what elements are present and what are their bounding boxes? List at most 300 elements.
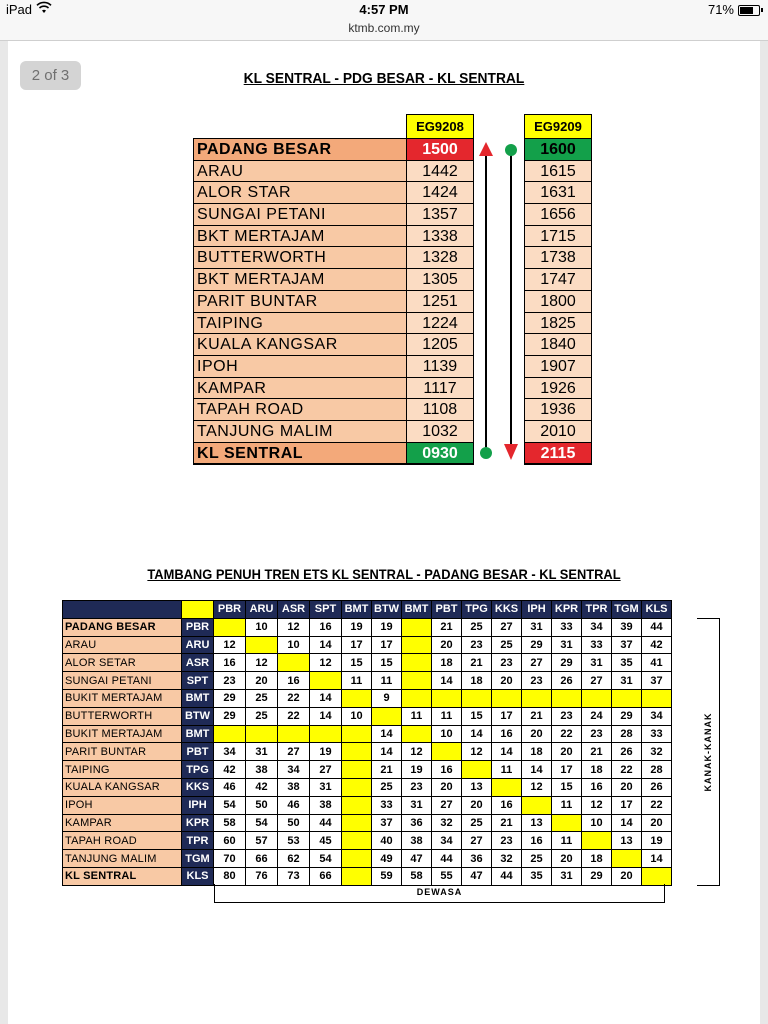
station-12: TAPAH ROAD	[194, 399, 407, 421]
fare-cell: 62	[278, 850, 310, 868]
fare-cell: 17	[342, 636, 372, 654]
fare-cell: 16	[214, 654, 246, 672]
fare-cell: 20	[492, 672, 522, 690]
station-1: ARAU	[194, 161, 407, 183]
station-8: TAIPING	[194, 313, 407, 335]
fare-cell: 11	[552, 796, 582, 814]
row-code: SPT	[182, 672, 214, 690]
fare-cell-blank	[342, 761, 372, 779]
device-label: iPad	[6, 2, 33, 17]
station-6: BKT MERTAJAM	[194, 269, 407, 291]
fare-cell: 14	[522, 761, 552, 779]
fare-cell-blank	[402, 689, 432, 707]
fare-station-name: ARAU	[63, 636, 182, 654]
fare-cell: 25	[462, 814, 492, 832]
fare-station-name: KAMPAR	[63, 814, 182, 832]
fare-cell: 33	[642, 725, 672, 743]
fare-cell: 26	[552, 672, 582, 690]
fare-cell: 12	[462, 743, 492, 761]
col-code-1: ARU	[246, 601, 278, 619]
fare-cell: 31	[310, 778, 342, 796]
fare-cell: 31	[552, 867, 582, 885]
fare-cell: 22	[552, 725, 582, 743]
fare-cell: 50	[278, 814, 310, 832]
fare-cell-blank	[432, 743, 462, 761]
fare-cell: 42	[246, 778, 278, 796]
fare-cell: 19	[402, 761, 432, 779]
fare-cell: 34	[642, 707, 672, 725]
northbound-arrowhead-icon	[479, 142, 493, 156]
fare-station-name: KL SENTRAL	[63, 867, 182, 885]
fare-cell: 47	[402, 850, 432, 868]
fare-row	[63, 654, 672, 672]
fare-cell-blank	[582, 832, 612, 850]
eg9209-time-6: 1747	[525, 269, 591, 291]
fare-cell-blank	[522, 689, 552, 707]
fare-cell: 16	[492, 796, 522, 814]
row-code: KPR	[182, 814, 214, 832]
fare-row	[63, 832, 672, 850]
fare-cell: 23	[492, 654, 522, 672]
fare-cell: 24	[582, 707, 612, 725]
fare-cell: 20	[462, 796, 492, 814]
row-code: TPR	[182, 832, 214, 850]
fare-cell: 29	[522, 636, 552, 654]
fare-cell: 22	[278, 689, 310, 707]
eg9208-time-5: 1328	[407, 247, 473, 269]
fare-cell: 23	[214, 672, 246, 690]
fare-table	[62, 600, 672, 886]
eg9208-time-0: 1500	[407, 139, 473, 161]
fare-cell-blank	[310, 672, 342, 690]
fare-cell: 14	[310, 636, 342, 654]
status-bar	[0, 0, 768, 20]
child-fare-text: KANAK-KANAK	[703, 712, 713, 792]
fare-row	[63, 707, 672, 725]
fare-cell: 10	[342, 707, 372, 725]
fare-cell: 22	[278, 707, 310, 725]
fare-cell: 34	[582, 618, 612, 636]
child-fare-label	[697, 618, 720, 886]
station-0: PADANG BESAR	[194, 139, 407, 161]
station-2: ALOR STAR	[194, 182, 407, 204]
fare-cell: 38	[310, 796, 342, 814]
fare-cell-blank	[372, 707, 402, 725]
fare-cell-blank	[492, 778, 522, 796]
fare-row	[63, 867, 672, 885]
fare-station-name: BUKIT MERTAJAM	[63, 689, 182, 707]
fare-cell: 23	[552, 707, 582, 725]
battery-percent: 71%	[707, 2, 734, 17]
fare-cell: 29	[214, 689, 246, 707]
fare-cell: 15	[552, 778, 582, 796]
station-4: BKT MERTAJAM	[194, 226, 407, 248]
fare-cell: 20	[552, 743, 582, 761]
fare-cell: 17	[492, 707, 522, 725]
fare-cell: 18	[582, 850, 612, 868]
fare-cell-blank	[402, 636, 432, 654]
fare-cell-blank	[214, 725, 246, 743]
fare-cell-blank	[522, 796, 552, 814]
fare-cell: 18	[522, 743, 552, 761]
fare-cell: 12	[522, 778, 552, 796]
fare-cell: 42	[214, 761, 246, 779]
fare-cell: 26	[612, 743, 642, 761]
fare-cell: 23	[492, 832, 522, 850]
fare-cell: 21	[372, 761, 402, 779]
fare-cell: 18	[432, 654, 462, 672]
clock: 4:57 PM	[359, 2, 409, 17]
row-code: IPH	[182, 796, 214, 814]
col-code-2: ASR	[278, 601, 310, 619]
fare-row	[63, 743, 672, 761]
fare-station-name: PARIT BUNTAR	[63, 743, 182, 761]
fare-cell: 12	[402, 743, 432, 761]
fare-cell: 54	[310, 850, 342, 868]
fare-cell: 32	[642, 743, 672, 761]
fare-station-name: BUTTERWORTH	[63, 707, 182, 725]
fares-title: TAMBANG PENUH TREN ETS KL SENTRAL - PADANG BESAR - KL SENTRAL	[147, 566, 621, 582]
fare-cell: 25	[462, 618, 492, 636]
station-7: PARIT BUNTAR	[194, 291, 407, 313]
fare-cell: 23	[582, 725, 612, 743]
fare-cell: 21	[432, 618, 462, 636]
fare-cell-blank	[342, 832, 372, 850]
fare-cell: 18	[462, 672, 492, 690]
col-code-10: IPH	[522, 601, 552, 619]
fare-cell: 16	[310, 618, 342, 636]
fare-cell: 80	[214, 867, 246, 885]
eg9209-time-7: 1800	[525, 291, 591, 313]
fare-cell: 14	[642, 850, 672, 868]
eg9209-time-12: 1936	[525, 399, 591, 421]
fare-cell-blank	[642, 867, 672, 885]
fare-cell: 14	[310, 689, 342, 707]
fare-cell: 16	[492, 725, 522, 743]
eg9208-time-8: 1224	[407, 313, 473, 335]
fare-cell: 11	[342, 672, 372, 690]
fare-cell-blank	[278, 654, 310, 672]
fare-station-name: BUKIT MERTAJAM	[63, 725, 182, 743]
fare-cell: 12	[214, 636, 246, 654]
fare-cell: 73	[278, 867, 310, 885]
fare-cell: 20	[432, 778, 462, 796]
fare-cell: 36	[462, 850, 492, 868]
train-header-eg9209: EG9209	[524, 114, 592, 139]
fare-cell: 33	[372, 796, 402, 814]
fare-row	[63, 850, 672, 868]
col-code-3: SPT	[310, 601, 342, 619]
eg9209-time-11: 1926	[525, 378, 591, 400]
address-bar[interactable]	[0, 20, 768, 41]
fare-cell: 31	[246, 743, 278, 761]
fare-cell: 27	[492, 618, 522, 636]
eg9208-time-12: 1108	[407, 399, 473, 421]
fare-cell: 44	[642, 618, 672, 636]
fare-cell: 50	[246, 796, 278, 814]
fare-cell-blank	[612, 689, 642, 707]
fare-cell: 11	[402, 707, 432, 725]
northbound-start-dot	[480, 447, 492, 459]
fare-cell: 54	[246, 814, 278, 832]
fare-cell: 16	[522, 832, 552, 850]
fare-cell: 28	[642, 761, 672, 779]
eg9209-time-14: 2115	[525, 443, 591, 465]
fare-cell: 38	[402, 832, 432, 850]
fare-cell-blank	[342, 796, 372, 814]
page-indicator: 2 of 3	[20, 61, 81, 90]
fare-cell: 21	[492, 814, 522, 832]
fare-cell: 34	[214, 743, 246, 761]
eg9208-time-10: 1139	[407, 356, 473, 378]
fare-cell: 66	[246, 850, 278, 868]
eg9209-time-8: 1825	[525, 313, 591, 335]
fare-cell: 11	[432, 707, 462, 725]
fare-cell: 37	[372, 814, 402, 832]
fare-cell: 59	[372, 867, 402, 885]
eg9208-time-3: 1357	[407, 204, 473, 226]
fare-cell: 53	[278, 832, 310, 850]
fare-cell: 37	[642, 672, 672, 690]
fare-cell: 57	[246, 832, 278, 850]
fare-cell: 20	[552, 850, 582, 868]
fare-cell: 14	[462, 725, 492, 743]
fare-cell-blank	[342, 743, 372, 761]
eg9208-time-6: 1305	[407, 269, 473, 291]
eg9209-time-10: 1907	[525, 356, 591, 378]
fare-cell: 16	[432, 761, 462, 779]
fare-row	[63, 814, 672, 832]
fare-cell: 10	[432, 725, 462, 743]
fare-cell: 25	[522, 850, 552, 868]
fare-cell: 27	[310, 761, 342, 779]
eg9208-time-13: 1032	[407, 421, 473, 443]
fare-cell: 23	[522, 672, 552, 690]
fare-cell: 18	[582, 761, 612, 779]
fare-cell: 14	[372, 743, 402, 761]
fare-cell-blank	[402, 725, 432, 743]
southbound-arrowhead-icon	[504, 444, 518, 460]
fare-cell-blank	[214, 618, 246, 636]
url-text[interactable]: ktmb.com.my	[348, 21, 420, 35]
station-10: IPOH	[194, 356, 407, 378]
col-code-7: PBT	[432, 601, 462, 619]
col-code-5: BTW	[372, 601, 402, 619]
fare-cell: 29	[214, 707, 246, 725]
fare-cell: 44	[492, 867, 522, 885]
fare-cell: 10	[246, 618, 278, 636]
fare-cell: 35	[612, 654, 642, 672]
fare-cell-blank	[278, 725, 310, 743]
fare-cell: 21	[522, 707, 552, 725]
eg9209-time-5: 1738	[525, 247, 591, 269]
fare-cell: 46	[214, 778, 246, 796]
fare-row	[63, 778, 672, 796]
fare-cell: 16	[582, 778, 612, 796]
col-code-11: KPR	[552, 601, 582, 619]
fare-cell: 23	[402, 778, 432, 796]
row-code: BMT	[182, 689, 214, 707]
fare-cell: 36	[402, 814, 432, 832]
fare-cell: 20	[612, 778, 642, 796]
fare-cell: 49	[372, 850, 402, 868]
fare-cell: 12	[582, 796, 612, 814]
fare-cell-blank	[462, 689, 492, 707]
fare-cell: 23	[462, 636, 492, 654]
fare-cell: 10	[582, 814, 612, 832]
header-empty	[63, 601, 182, 619]
fare-cell: 60	[214, 832, 246, 850]
fare-cell: 27	[462, 832, 492, 850]
fare-cell: 9	[372, 689, 402, 707]
col-code-13: TGM	[612, 601, 642, 619]
fare-cell-blank	[342, 867, 372, 885]
fare-cell: 29	[582, 867, 612, 885]
station-5: BUTTERWORTH	[194, 247, 407, 269]
fare-cell-blank	[552, 689, 582, 707]
fare-cell: 34	[432, 832, 462, 850]
eg9208-time-7: 1251	[407, 291, 473, 313]
fare-cell-blank	[642, 689, 672, 707]
fare-cell: 40	[372, 832, 402, 850]
fare-station-name: IPOH	[63, 796, 182, 814]
fare-cell: 15	[372, 654, 402, 672]
fare-cell-blank	[342, 814, 372, 832]
fare-cell: 32	[432, 814, 462, 832]
fare-cell: 17	[552, 761, 582, 779]
station-9: KUALA KANGSAR	[194, 334, 407, 356]
fare-cell: 25	[492, 636, 522, 654]
station-11: KAMPAR	[194, 378, 407, 400]
fare-cell: 41	[642, 654, 672, 672]
row-code: TPG	[182, 761, 214, 779]
fare-cell: 14	[492, 743, 522, 761]
fare-cell: 27	[278, 743, 310, 761]
fare-cell: 21	[462, 654, 492, 672]
fare-cell: 76	[246, 867, 278, 885]
fare-row	[63, 636, 672, 654]
adult-fare-label: DEWASA	[214, 884, 665, 903]
fare-cell-blank	[342, 778, 372, 796]
fare-cell: 44	[432, 850, 462, 868]
eg9208-time-2: 1424	[407, 182, 473, 204]
fare-cell: 27	[432, 796, 462, 814]
fare-cell: 42	[642, 636, 672, 654]
direction-arrows	[472, 138, 524, 466]
eg9209-times	[524, 138, 592, 465]
fare-cell: 38	[246, 761, 278, 779]
fare-station-name: TAIPING	[63, 761, 182, 779]
fare-cell-blank	[552, 814, 582, 832]
fare-cell-blank	[246, 636, 278, 654]
row-code: KKS	[182, 778, 214, 796]
fare-cell-blank	[492, 689, 522, 707]
fare-row	[63, 618, 672, 636]
col-code-0: PBR	[214, 601, 246, 619]
fare-cell: 17	[612, 796, 642, 814]
station-3: SUNGAI PETANI	[194, 204, 407, 226]
col-code-9: KKS	[492, 601, 522, 619]
fare-cell-blank	[582, 689, 612, 707]
fare-cell: 10	[278, 636, 310, 654]
fare-cell: 13	[462, 778, 492, 796]
eg9208-time-1: 1442	[407, 161, 473, 183]
station-list	[193, 138, 408, 465]
fare-cell: 58	[402, 867, 432, 885]
fare-cell: 28	[612, 725, 642, 743]
fare-cell-blank	[342, 689, 372, 707]
row-code: KLS	[182, 867, 214, 885]
fare-cell: 22	[642, 796, 672, 814]
fare-cell: 29	[612, 707, 642, 725]
fare-cell: 25	[246, 689, 278, 707]
fare-cell: 58	[214, 814, 246, 832]
fare-cell: 11	[492, 761, 522, 779]
fare-station-name: PADANG BESAR	[63, 618, 182, 636]
fare-cell: 19	[310, 743, 342, 761]
station-14: KL SENTRAL	[194, 443, 407, 465]
fare-cell: 34	[278, 761, 310, 779]
fare-cell: 16	[278, 672, 310, 690]
fare-cell: 29	[552, 654, 582, 672]
fare-cell: 19	[342, 618, 372, 636]
fare-cell: 33	[582, 636, 612, 654]
fare-cell-blank	[462, 761, 492, 779]
header-corner	[182, 601, 214, 619]
col-code-14: KLS	[642, 601, 672, 619]
fare-row	[63, 725, 672, 743]
fare-cell: 15	[342, 654, 372, 672]
fare-cell: 13	[612, 832, 642, 850]
row-code: PBR	[182, 618, 214, 636]
fare-station-name: KUALA KANGSAR	[63, 778, 182, 796]
fare-cell-blank	[612, 850, 642, 868]
col-code-4: BMT	[342, 601, 372, 619]
row-code: PBT	[182, 743, 214, 761]
fare-cell-blank	[432, 689, 462, 707]
col-code-12: TPR	[582, 601, 612, 619]
row-code: ASR	[182, 654, 214, 672]
eg9208-times	[406, 138, 474, 465]
fare-cell: 47	[462, 867, 492, 885]
schedule-title: KL SENTRAL - PDG BESAR - KL SENTRAL	[243, 70, 525, 87]
fare-cell: 44	[310, 814, 342, 832]
fare-cell: 31	[552, 636, 582, 654]
fare-cell: 12	[310, 654, 342, 672]
fare-cell-blank	[246, 725, 278, 743]
fare-cell: 19	[372, 618, 402, 636]
eg9209-time-9: 1840	[525, 334, 591, 356]
row-code: BTW	[182, 707, 214, 725]
fare-cell-blank	[402, 618, 432, 636]
fare-cell: 31	[402, 796, 432, 814]
row-code: BMT	[182, 725, 214, 743]
fare-cell: 20	[522, 725, 552, 743]
fare-cell: 39	[612, 618, 642, 636]
fare-cell: 31	[582, 654, 612, 672]
row-code: TGM	[182, 850, 214, 868]
eg9208-time-11: 1117	[407, 378, 473, 400]
fare-cell: 55	[432, 867, 462, 885]
fare-cell: 38	[278, 778, 310, 796]
col-code-6: BMT	[402, 601, 432, 619]
fare-cell-blank	[310, 725, 342, 743]
eg9209-time-0: 1600	[525, 139, 591, 161]
fare-cell: 14	[372, 725, 402, 743]
fare-cell: 32	[492, 850, 522, 868]
station-13: TANJUNG MALIM	[194, 421, 407, 443]
fare-station-name: ALOR SETAR	[63, 654, 182, 672]
